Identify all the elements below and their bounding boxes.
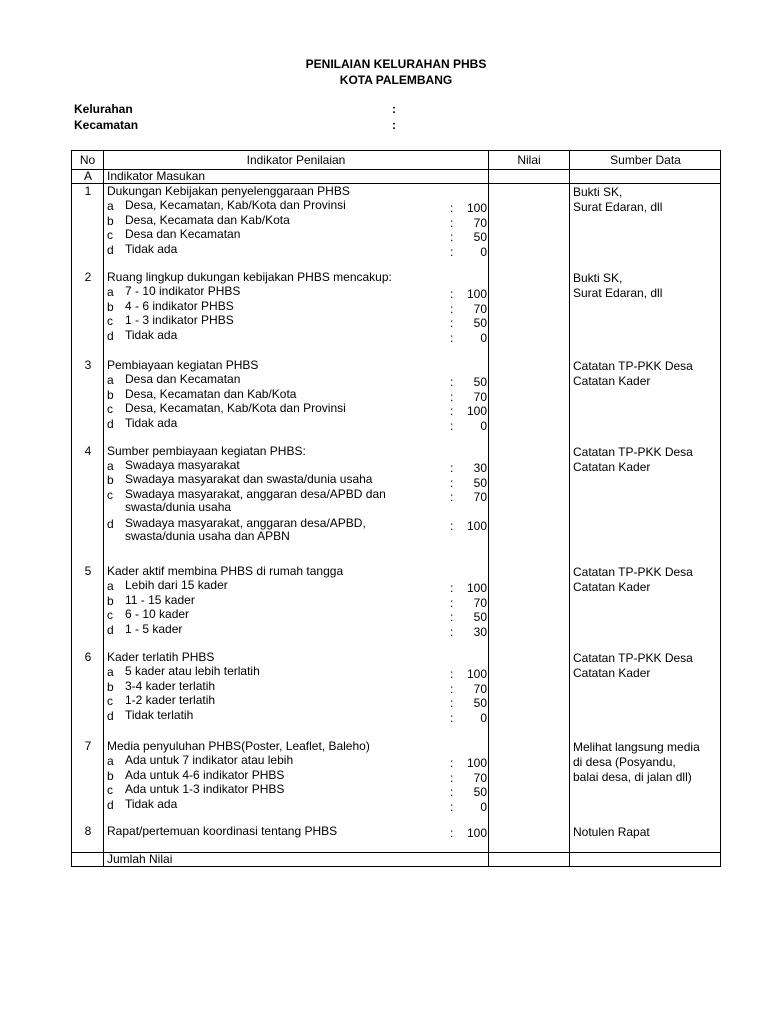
option-letter: c bbox=[107, 783, 113, 798]
option-text: Swadaya masyarakat, anggaran desa/APBD, swasta/dunia usaha dan APBN bbox=[125, 516, 366, 543]
header-nilai: Nilai bbox=[517, 153, 541, 167]
option-text: Swadaya masyarakat dan swasta/dunia usaha bbox=[125, 472, 373, 486]
option-value: 100 bbox=[466, 404, 487, 419]
source-data: Catatan TP-PKK Desa Catatan Kader bbox=[573, 359, 693, 388]
option-text: Ada untuk 7 indikator atau lebih bbox=[125, 753, 294, 767]
option-letter: b bbox=[107, 679, 114, 694]
option-value: 50 bbox=[473, 610, 487, 625]
item-title: Media penyuluhan PHBS(Poster, Leaflet, Baleho) bbox=[107, 739, 370, 753]
option-text: Tidak terlatih bbox=[125, 707, 194, 722]
item-no: 2 bbox=[84, 270, 92, 284]
option-value: 100 bbox=[466, 667, 487, 681]
option-colon: : bbox=[450, 826, 454, 840]
option-colon: : bbox=[450, 710, 454, 725]
option-letter: b bbox=[107, 299, 114, 314]
item-title: Dukungan Kebijakan penyelenggaraan PHBS bbox=[107, 184, 350, 198]
option-value: 30 bbox=[473, 461, 487, 475]
option-colon: : bbox=[450, 624, 454, 639]
document-title: PENILAIAN KELURAHAN PHBS bbox=[305, 57, 487, 71]
option-colon: : bbox=[450, 770, 454, 785]
item-no: 8 bbox=[84, 824, 92, 838]
option-letter: b bbox=[107, 593, 114, 608]
option-value: 50 bbox=[473, 696, 487, 711]
option-text: 1 - 5 kader bbox=[125, 621, 183, 636]
option-letter: b bbox=[107, 473, 114, 487]
option-letter: a bbox=[107, 199, 114, 213]
option-text: 3-4 kader terlatih bbox=[125, 678, 216, 693]
option-colon: : bbox=[450, 667, 454, 681]
kecamatan-label: Kecamatan bbox=[74, 118, 139, 132]
option-value: 70 bbox=[473, 301, 487, 316]
option-colon: : bbox=[450, 215, 454, 230]
option-text: 11 - 15 kader bbox=[125, 592, 195, 607]
item-no: 6 bbox=[84, 650, 92, 664]
option-value: 0 bbox=[480, 710, 487, 725]
document-subtitle: KOTA PALEMBANG bbox=[339, 73, 453, 87]
option-colon: : bbox=[450, 756, 454, 770]
option-colon: : bbox=[450, 404, 454, 419]
option-text: Tidak ada bbox=[125, 796, 178, 811]
option-letter: d bbox=[107, 517, 114, 531]
item-no: 7 bbox=[84, 739, 92, 753]
option-text: 1 - 3 indikator PHBS bbox=[125, 313, 234, 328]
option-value: 70 bbox=[473, 770, 487, 785]
item-title: Kader aktif membina PHBS di rumah tangga bbox=[107, 564, 344, 578]
header-sumber-data: Sumber Data bbox=[610, 153, 681, 167]
option-value: 50 bbox=[473, 375, 487, 389]
option-colon: : bbox=[450, 230, 454, 245]
option-value: 0 bbox=[480, 418, 487, 433]
option-colon: : bbox=[450, 330, 454, 345]
option-text: Tidak ada bbox=[125, 241, 178, 256]
option-text: Desa dan Kecamatan bbox=[125, 227, 241, 242]
option-letter: d bbox=[107, 622, 114, 637]
item-title: Rapat/pertemuan koordinasi tentang PHBS bbox=[107, 824, 338, 838]
option-text: 7 - 10 indikator PHBS bbox=[125, 284, 241, 298]
option-text: Desa, Kecamatan, Kab/Kota dan Provinsi bbox=[125, 401, 346, 416]
option-colon: : bbox=[450, 389, 454, 404]
option-value: 50 bbox=[473, 785, 487, 800]
option-colon: : bbox=[450, 244, 454, 259]
option-value: 70 bbox=[473, 681, 487, 696]
option-letter: d bbox=[107, 242, 114, 257]
option-letter: d bbox=[107, 708, 114, 723]
option-colon: : bbox=[450, 681, 454, 696]
source-data: Catatan TP-PKK Desa Catatan Kader bbox=[573, 445, 693, 474]
option-value: 100 bbox=[466, 287, 487, 301]
item-title: Sumber pembiayaan kegiatan PHBS: bbox=[107, 444, 306, 458]
option-value: 50 bbox=[473, 476, 487, 490]
option-value: 100 bbox=[466, 519, 487, 533]
option-letter: b bbox=[107, 387, 114, 402]
option-letter: d bbox=[107, 797, 114, 812]
option-colon: : bbox=[450, 287, 454, 301]
option-text: Desa, Kecamatan, Kab/Kota dan Provinsi bbox=[125, 198, 346, 212]
item-title: Kader terlatih PHBS bbox=[107, 650, 215, 664]
item-no: 3 bbox=[84, 358, 92, 372]
option-colon: : bbox=[450, 418, 454, 433]
option-letter: c bbox=[107, 228, 113, 243]
item-no: 1 bbox=[84, 184, 92, 198]
option-colon: : bbox=[450, 375, 454, 389]
option-text: 6 - 10 kader bbox=[125, 607, 190, 622]
item-no: 5 bbox=[84, 564, 92, 578]
section-no: A bbox=[83, 169, 92, 183]
option-value: 100 bbox=[466, 826, 487, 840]
option-letter: c bbox=[107, 314, 113, 329]
option-value: 30 bbox=[473, 624, 487, 639]
option-text: Tidak ada bbox=[125, 327, 178, 342]
option-colon: : bbox=[450, 799, 454, 814]
option-colon: : bbox=[450, 301, 454, 316]
total-label: Jumlah Nilai bbox=[107, 852, 173, 866]
option-letter: a bbox=[107, 373, 114, 387]
option-text: 1-2 kader terlatih bbox=[125, 693, 216, 708]
source-data: Melihat langsung media di desa (Posyandu, balai desa, di jalan dll) bbox=[573, 740, 700, 784]
option-text: Ada untuk 1-3 indikator PHBS bbox=[125, 782, 285, 797]
option-text: Swadaya masyarakat, anggaran desa/APBD dan swasta/dunia usaha bbox=[125, 487, 386, 514]
option-value: 0 bbox=[480, 799, 487, 814]
option-colon: : bbox=[450, 490, 454, 504]
option-value: 100 bbox=[466, 756, 487, 770]
kelurahan-colon: : bbox=[392, 102, 396, 116]
option-letter: a bbox=[107, 665, 114, 679]
option-value: 70 bbox=[473, 215, 487, 230]
option-letter: d bbox=[107, 328, 114, 343]
option-text: Tidak ada bbox=[125, 415, 178, 430]
option-colon: : bbox=[450, 201, 454, 215]
option-value: 0 bbox=[480, 244, 487, 259]
header-indikator: Indikator Penilaian bbox=[246, 153, 346, 167]
option-letter: a bbox=[107, 285, 114, 299]
option-letter: c bbox=[107, 488, 113, 502]
option-text: Lebih dari 15 kader bbox=[125, 578, 228, 592]
option-value: 50 bbox=[473, 316, 487, 331]
option-colon: : bbox=[450, 595, 454, 610]
option-text: Ada untuk 4-6 indikator PHBS bbox=[125, 767, 285, 782]
option-colon: : bbox=[450, 785, 454, 800]
option-value: 100 bbox=[466, 581, 487, 595]
option-text: 4 - 6 indikator PHBS bbox=[125, 298, 234, 313]
item-title: Ruang lingkup dukungan kebijakan PHBS mencakup: bbox=[107, 270, 392, 284]
option-colon: : bbox=[450, 461, 454, 475]
kecamatan-colon: : bbox=[392, 118, 396, 132]
option-colon: : bbox=[450, 519, 454, 533]
option-letter: a bbox=[107, 754, 114, 768]
source-data: Catatan TP-PKK Desa Catatan Kader bbox=[573, 565, 693, 594]
column-divider-no bbox=[103, 150, 104, 867]
option-colon: : bbox=[450, 610, 454, 625]
option-text: Desa, Kecamata dan Kab/Kota bbox=[125, 212, 290, 227]
header-no: No bbox=[79, 153, 96, 167]
source-data: Bukti SK, Surat Edaran, dll bbox=[573, 271, 663, 300]
option-colon: : bbox=[450, 696, 454, 711]
option-letter: c bbox=[107, 694, 113, 709]
option-colon: : bbox=[450, 316, 454, 331]
option-colon: : bbox=[450, 581, 454, 595]
option-colon: : bbox=[450, 476, 454, 490]
option-text: 5 kader atau lebih terlatih bbox=[125, 664, 260, 678]
kelurahan-label: Kelurahan bbox=[74, 102, 133, 116]
option-value: 70 bbox=[473, 490, 487, 504]
option-letter: d bbox=[107, 416, 114, 431]
column-divider-indikator bbox=[488, 150, 489, 867]
option-text: Desa, Kecamatan dan Kab/Kota bbox=[125, 386, 297, 401]
source-data: Bukti SK, Surat Edaran, dll bbox=[573, 185, 663, 214]
source-data: Catatan TP-PKK Desa Catatan Kader bbox=[573, 651, 693, 680]
option-value: 70 bbox=[473, 389, 487, 404]
option-letter: c bbox=[107, 608, 113, 623]
option-value: 100 bbox=[466, 201, 487, 215]
section-label: Indikator Masukan bbox=[107, 169, 206, 183]
item-title: Pembiayaan kegiatan PHBS bbox=[107, 358, 259, 372]
option-letter: a bbox=[107, 459, 114, 473]
option-letter: b bbox=[107, 768, 114, 783]
option-value: 70 bbox=[473, 595, 487, 610]
item-no: 4 bbox=[84, 444, 92, 458]
option-text: Desa dan Kecamatan bbox=[125, 372, 241, 386]
option-text: Swadaya masyarakat bbox=[125, 458, 240, 472]
option-value: 50 bbox=[473, 230, 487, 245]
option-letter: a bbox=[107, 579, 114, 593]
source-data: Notulen Rapat bbox=[573, 825, 650, 839]
column-divider-nilai bbox=[569, 150, 570, 867]
option-value: 0 bbox=[480, 330, 487, 345]
option-letter: c bbox=[107, 402, 113, 417]
option-letter: b bbox=[107, 213, 114, 228]
